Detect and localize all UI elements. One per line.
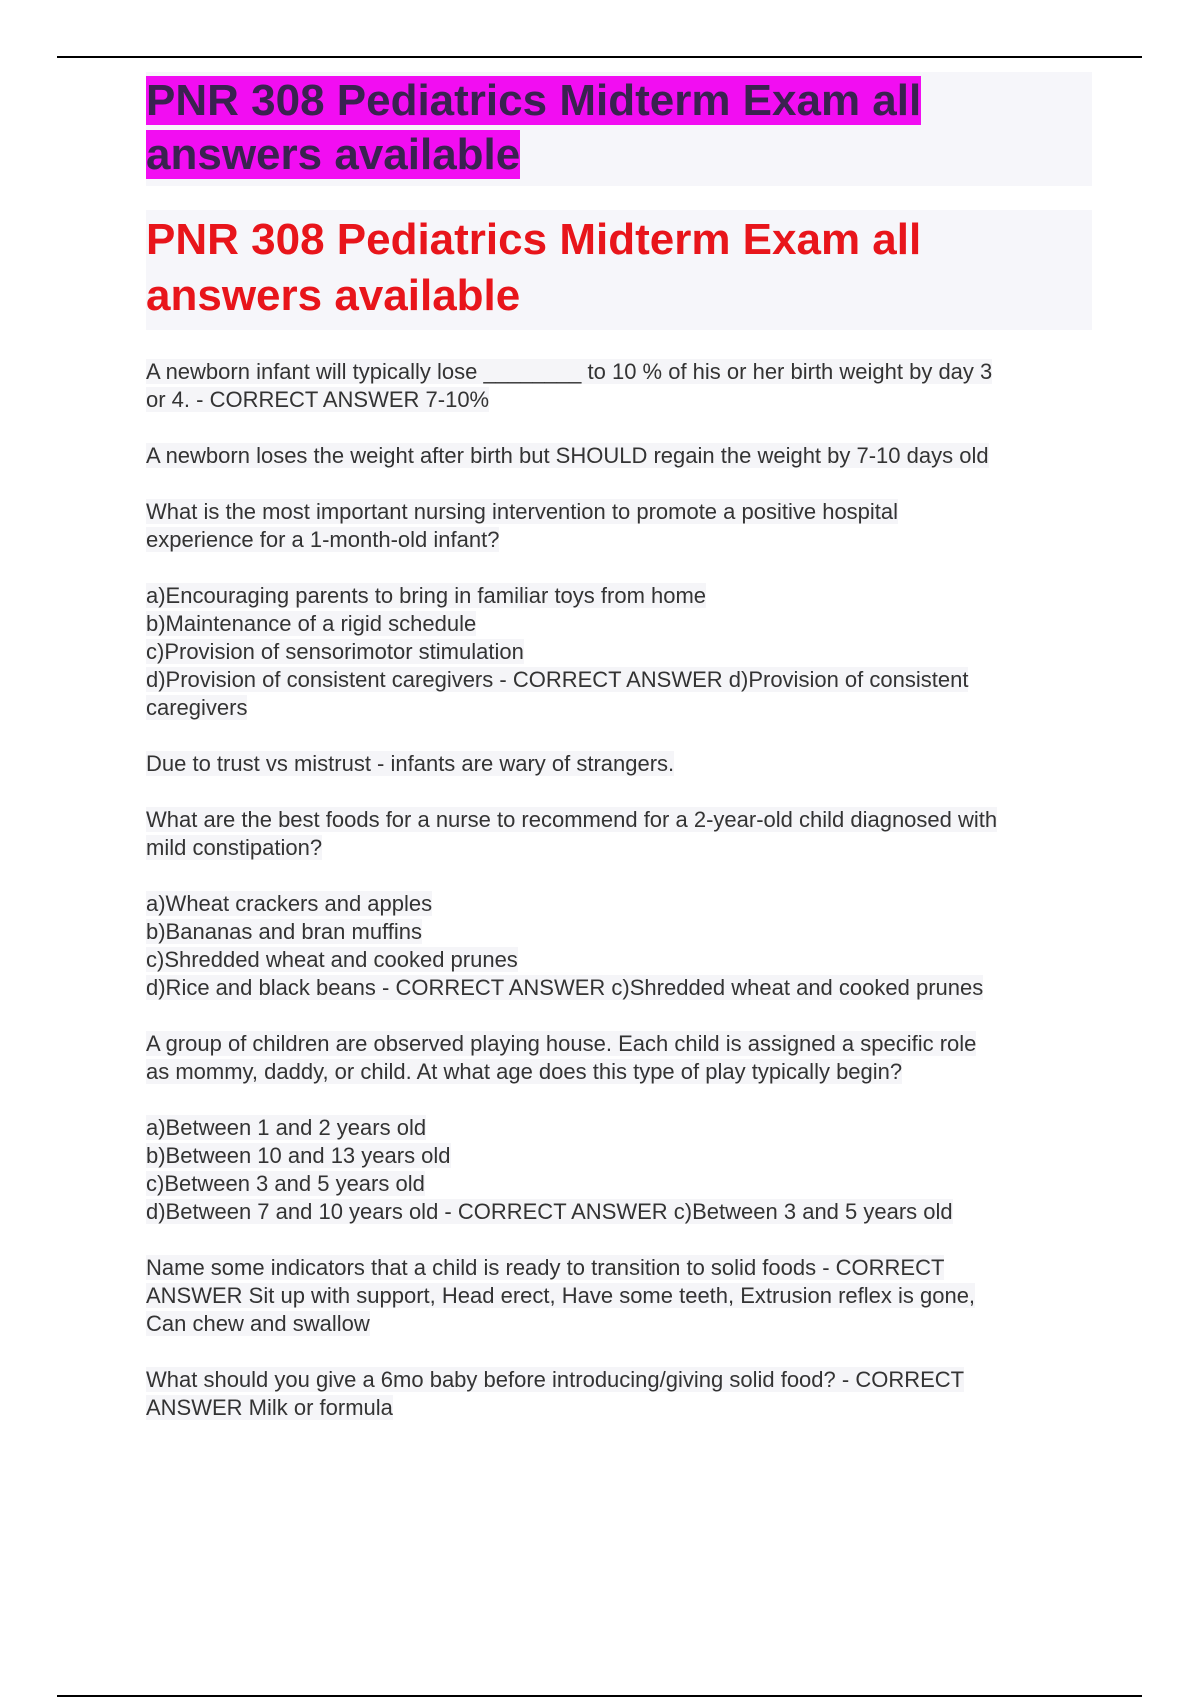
text-line <box>146 806 1092 834</box>
text-line <box>146 694 1092 722</box>
text-line-content: d)Provision of consistent caregivers - CORRECT ANSWER d)Provision of consistent <box>146 667 969 692</box>
question-list <box>146 358 1092 1422</box>
text-line <box>146 1142 1092 1170</box>
text-line <box>146 638 1092 666</box>
text-line-content: A group of children are observed playing house. Each child is assigned a specific role <box>146 1031 977 1056</box>
text-line-content: c)Provision of sensorimotor stimulation <box>146 639 524 664</box>
question-paragraph <box>146 750 1092 778</box>
text-line-content: d)Between 7 and 10 years old - CORRECT ANSWER c)Between 3 and 5 years old <box>146 1199 953 1224</box>
document-body <box>146 72 1092 1450</box>
question-paragraph <box>146 890 1092 1002</box>
text-line-content: experience for a 1-month-old infant? <box>146 527 500 552</box>
text-line <box>146 386 1092 414</box>
text-line-content: b)Bananas and bran muffins <box>146 919 422 944</box>
document-title-red: PNR 308 Pediatrics Midterm Exam all answers available <box>146 215 922 320</box>
text-line <box>146 1114 1092 1142</box>
question-paragraph <box>146 1254 1092 1338</box>
text-line-content: What are the best foods for a nurse to recommend for a 2-year-old child diagnosed with <box>146 807 998 832</box>
text-line-content: or 4. - CORRECT ANSWER 7-10% <box>146 387 490 412</box>
question-paragraph <box>146 442 1092 470</box>
question-paragraph <box>146 1030 1092 1086</box>
question-paragraph <box>146 498 1092 554</box>
text-line <box>146 358 1092 386</box>
text-line <box>146 918 1092 946</box>
text-line-content: c)Between 3 and 5 years old <box>146 1171 425 1196</box>
text-line <box>146 498 1092 526</box>
text-line-content: b)Between 10 and 13 years old <box>146 1143 451 1168</box>
title-red-block <box>146 210 1092 330</box>
text-line <box>146 750 1092 778</box>
text-line <box>146 526 1092 554</box>
text-line <box>146 442 1092 470</box>
text-line-content: c)Shredded wheat and cooked prunes <box>146 947 518 972</box>
text-line-content: mild constipation? <box>146 835 323 860</box>
text-line-content: d)Rice and black beans - CORRECT ANSWER c)Shredded wheat and cooked prunes <box>146 975 984 1000</box>
text-line <box>146 1058 1092 1086</box>
text-line <box>146 1198 1092 1226</box>
text-line <box>146 890 1092 918</box>
text-line-content: Name some indicators that a child is ready to transition to solid foods - CORRECT <box>146 1255 945 1280</box>
text-line-content: Can chew and swallow <box>146 1311 370 1336</box>
question-paragraph <box>146 1114 1092 1226</box>
text-line-content: as mommy, daddy, or child. At what age does this type of play typically begin? <box>146 1059 903 1084</box>
text-line-content: What should you give a 6mo baby before introducing/giving solid food? - CORRECT <box>146 1367 965 1392</box>
text-line <box>146 834 1092 862</box>
text-line <box>146 1394 1092 1422</box>
text-line-content: a)Between 1 and 2 years old <box>146 1115 427 1140</box>
text-line <box>146 974 1092 1002</box>
text-line <box>146 666 1092 694</box>
title-highlight-text: PNR 308 Pediatrics Midterm Exam all answers available <box>146 76 922 179</box>
text-line-content: A newborn loses the weight after birth but SHOULD regain the weight by 7-10 days old <box>146 443 989 468</box>
text-line-content: caregivers <box>146 695 248 720</box>
text-line-content: a)Encouraging parents to bring in familiar toys from home <box>146 583 707 608</box>
text-line <box>146 1282 1092 1310</box>
text-line-content: a)Wheat crackers and apples <box>146 891 433 916</box>
text-line <box>146 1366 1092 1394</box>
title-highlighted-block <box>146 72 1092 186</box>
question-paragraph <box>146 358 1092 414</box>
text-line-content: Due to trust vs mistrust - infants are wary of strangers. <box>146 751 675 776</box>
text-line <box>146 1030 1092 1058</box>
text-line-content: ANSWER Milk or formula <box>146 1395 393 1420</box>
question-paragraph <box>146 806 1092 862</box>
text-line <box>146 610 1092 638</box>
question-paragraph <box>146 1366 1092 1422</box>
text-line <box>146 946 1092 974</box>
text-line <box>146 1254 1092 1282</box>
bottom-rule <box>57 1695 1142 1697</box>
text-line-content: A newborn infant will typically lose ________ to 10 % of his or her birth weight by day 3 <box>146 359 993 384</box>
text-line <box>146 1310 1092 1338</box>
text-line-content: What is the most important nursing intervention to promote a positive hospital <box>146 499 899 524</box>
top-rule <box>57 56 1142 58</box>
text-line-content: b)Maintenance of a rigid schedule <box>146 611 477 636</box>
document-title-highlighted <box>146 74 1092 182</box>
text-line <box>146 1170 1092 1198</box>
text-line-content: ANSWER Sit up with support, Head erect, Have some teeth, Extrusion reflex is gone, <box>146 1283 976 1308</box>
question-paragraph <box>146 582 1092 722</box>
text-line <box>146 582 1092 610</box>
